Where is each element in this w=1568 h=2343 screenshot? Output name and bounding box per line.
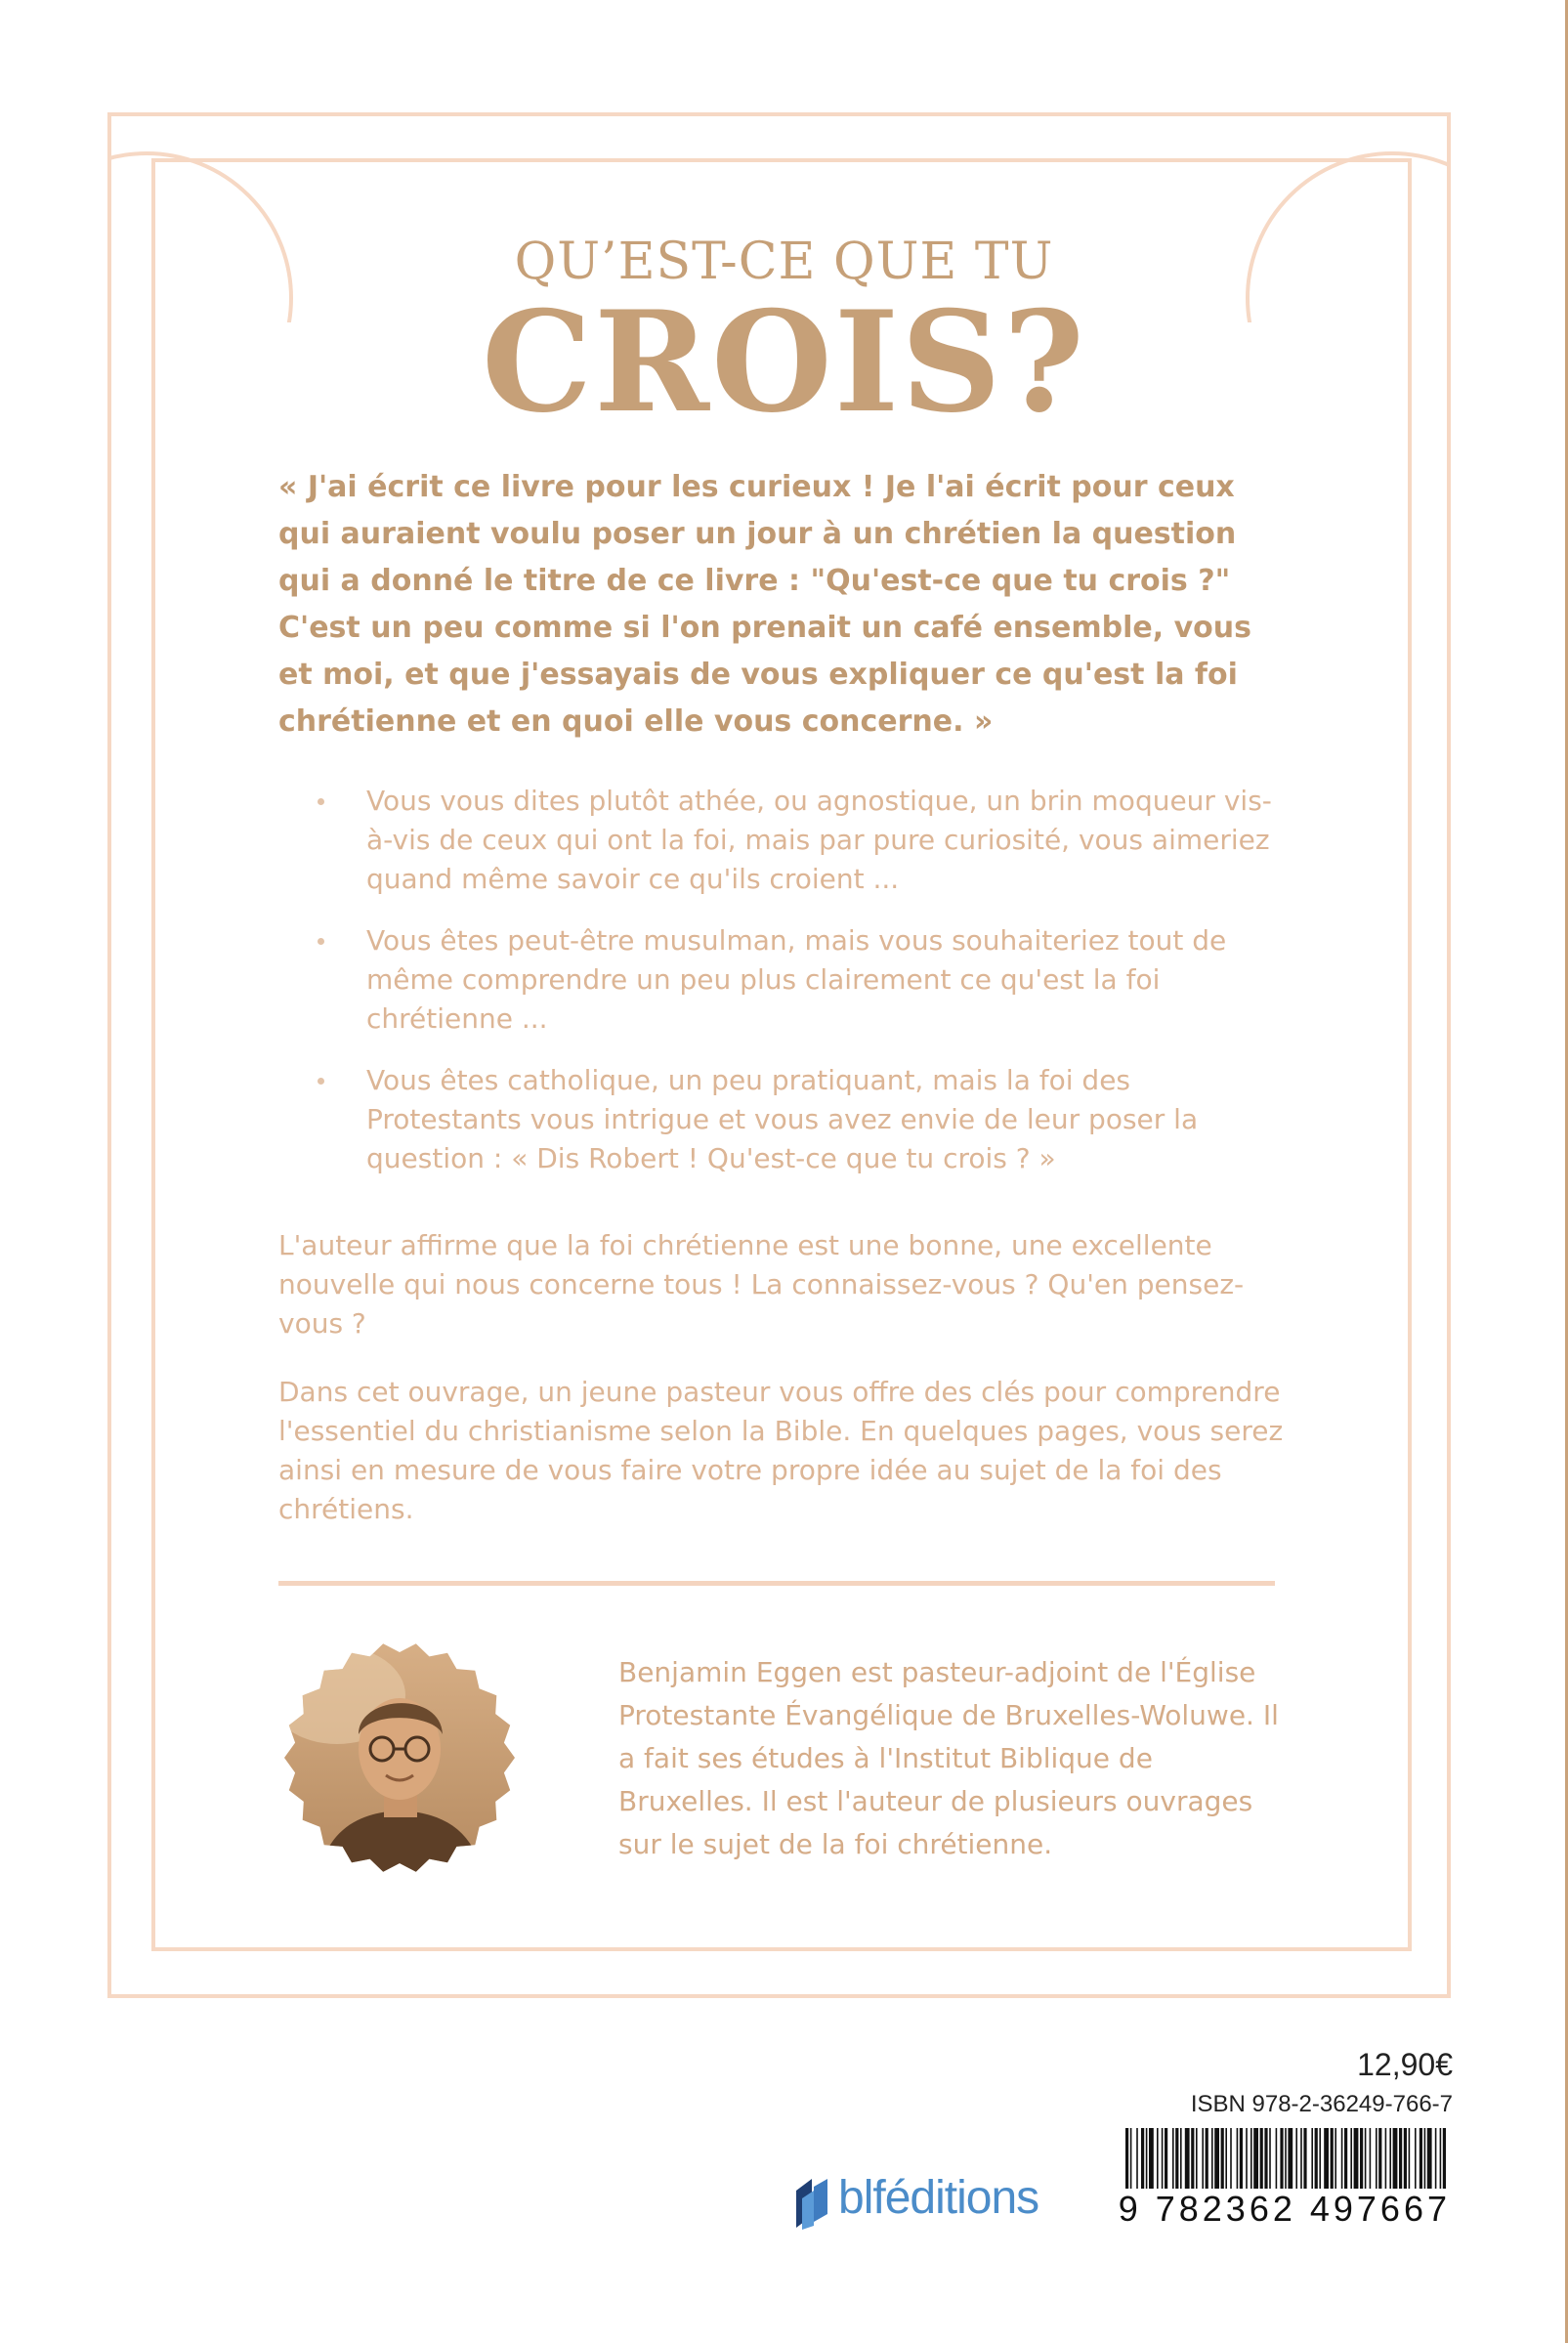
paragraph-book-summary: Dans cet ouvrage, un jeune pasteur vous offre des clés pour comprendre l'essentiel du christianisme selon la Bible. En quelques pages, vous serez ainsi en mesure de vous faire votre propre idée au sujet de la foi des chrétiens. <box>278 1376 1284 1525</box>
bullet-list <box>313 782 1280 1201</box>
bullet-dot-icon <box>318 798 324 805</box>
paragraph-author-claim: L'auteur affirme que la foi chrétienne est une bonne, une excellente nouvelle qui nous concerne tous ! La connaissez-vous ? Qu'en pensez-vous ? <box>278 1229 1245 1340</box>
bullet-text: Vous êtes catholique, un peu pratiquant, mais la foi des Protestants vous intrigue et vous avez envie de leur poser la question : « Dis Robert ! Qu'est-ce que tu crois ? » <box>366 1064 1199 1174</box>
bullet-dot-icon <box>318 1078 324 1085</box>
author-bio: Benjamin Eggen est pasteur-adjoint de l'Église Protestante Évangélique de Bruxelles-Woluwe. Il a fait ses études à l'Institut Biblique de Bruxelles. Il est l'auteur de plusieurs ouvrages sur le sujet de la foi chrétienne. <box>618 1656 1279 1860</box>
bullet-item <box>313 1061 1280 1178</box>
bullet-item <box>313 921 1280 1039</box>
publisher-logo-text: blféditions <box>838 2172 1039 2224</box>
author-quote: « J'ai écrit ce livre pour les curieux ! Je l'ai écrit pour ceux qui auraient voulu poser un jour à un chrétien la question qui a donné le titre de ce livre : "Qu'est-ce que tu crois ?" C'est un peu comme si l'on prenait un café ensemble, vous et moi, et que j'essayais de vous expliquer ce qu'est la foi chrétienne et en quoi elle vous concerne. » <box>278 470 1251 739</box>
isbn: ISBN 978-2-36249-766-7 <box>1190 2091 1453 2117</box>
title-line-1: QU’EST-CE QUE TU <box>514 233 1054 291</box>
barcode-digits: 9 782362 497667 <box>1118 2189 1451 2229</box>
bullet-item <box>313 782 1280 899</box>
bullet-dot-icon <box>318 938 324 945</box>
bullet-text: Vous êtes peut-être musulman, mais vous souhaiteriez tout de même comprendre un peu plus clairement ce qu'est la foi chrétienne ... <box>366 924 1227 1035</box>
section-divider <box>278 1581 1275 1586</box>
bullet-text: Vous vous dites plutôt athée, ou agnostique, un brin moqueur vis-à-vis de ceux qui ont la foi, mais par pure curiosité, vous aimeriez quand même savoir ce qu'ils croient ... <box>366 785 1272 895</box>
title-main: CROIS? <box>482 281 1086 444</box>
publisher-book-icon <box>794 2177 831 2230</box>
price: 12,90€ <box>1357 2047 1453 2082</box>
author-photo <box>278 1637 521 1879</box>
